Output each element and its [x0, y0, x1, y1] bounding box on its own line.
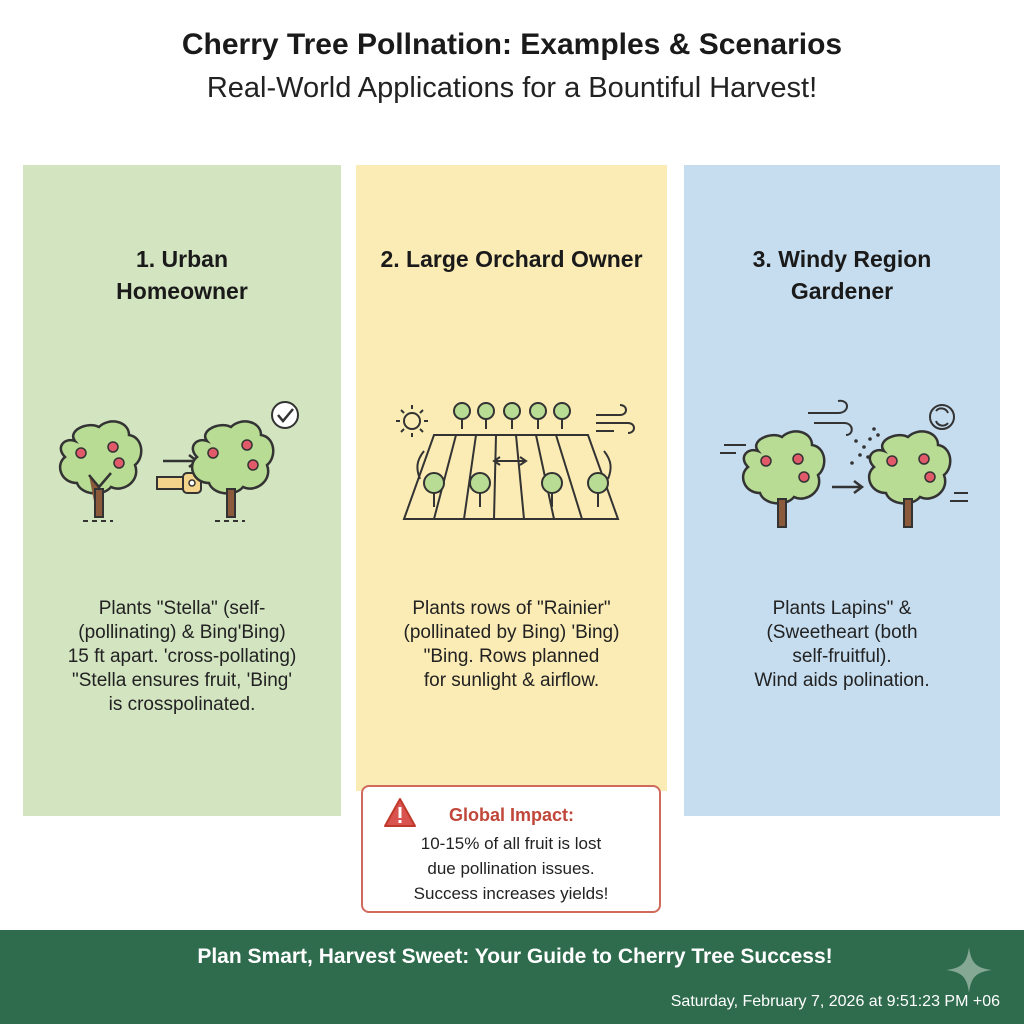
scenario-panel-urban-homeowner — [23, 165, 341, 816]
description-line: Plants rows of "Rainier" — [412, 598, 611, 619]
page-subtitle: Real-World Applications for a Bountiful Harvest! — [206, 72, 818, 104]
panel-description — [698, 597, 986, 693]
scenario-panel-windy-region-gardener — [684, 165, 1000, 816]
panel-title-line: Homeowner — [116, 278, 248, 304]
description-line: for sunlight & airflow. — [423, 670, 600, 691]
description-line: (Sweetheart (both — [766, 622, 918, 643]
wind-icon — [596, 405, 634, 433]
panel-title-line: 3. Windy Region — [752, 246, 932, 272]
fruit-tree-icon — [869, 431, 950, 527]
panel-title — [694, 243, 990, 307]
cycle-icon — [930, 405, 954, 429]
panel-title — [366, 243, 657, 275]
sparkle-icon — [944, 945, 994, 995]
urban-homeowner-illustration — [23, 395, 341, 535]
description-line: Wind aids polination. — [754, 670, 930, 691]
description-line: "Stella ensures fruit, 'Bing' — [72, 670, 292, 691]
description-line: "Bing. Rows planned — [423, 646, 600, 667]
page-title: Cherry Tree Pollnation: Examples & Scenarios — [181, 28, 843, 61]
description-line: (pollinating) & Bing'Bing) — [78, 622, 286, 643]
orchard-illustration — [356, 399, 667, 539]
windy-region-illustration — [684, 395, 1000, 535]
fruit-tree-icon — [60, 421, 141, 521]
callout-line: 10-15% of all fruit is lost — [420, 834, 602, 853]
callout-title: Global Impact: — [449, 805, 575, 825]
description-line: 15 ft apart. 'cross-pollating) — [67, 646, 297, 667]
panel-description — [37, 597, 327, 717]
fruit-tree-icon — [192, 421, 273, 521]
global-impact-callout — [361, 785, 661, 913]
description-line: Plants Lapins" & — [772, 598, 912, 619]
description-line: Plants "Stella" (self- — [98, 598, 266, 619]
panel-description — [370, 597, 653, 693]
description-line: is crosspolinated. — [108, 694, 256, 715]
footer-banner — [0, 930, 1024, 1024]
orchard-rows-icon — [404, 403, 618, 519]
callout-line: Success increases yields! — [413, 884, 609, 903]
panel-title-line: Gardener — [790, 278, 894, 304]
panel-title — [33, 243, 331, 307]
checkmark-icon — [272, 402, 298, 428]
panel-title-line: 1. Urban — [135, 246, 229, 272]
timestamp: Saturday, February 7, 2026 at 9:51:23 PM +06 — [670, 993, 1000, 1010]
panel-title-line: 2. Large Orchard Owner — [380, 246, 643, 272]
arrow-right-icon — [832, 481, 862, 493]
callout-body — [375, 831, 647, 906]
scenario-panel-large-orchard-owner — [356, 165, 667, 791]
sun-icon — [396, 405, 428, 437]
callout-line: due pollination issues. — [427, 859, 595, 878]
warning-icon — [383, 797, 417, 829]
fruit-tree-icon — [743, 431, 824, 527]
description-line: (pollinated by Bing) 'Bing) — [403, 622, 620, 643]
description-line: self-fruitful). — [792, 646, 892, 667]
footer-tagline: Plan Smart, Harvest Sweet: Your Guide to Cherry Tree Success! — [197, 945, 833, 968]
